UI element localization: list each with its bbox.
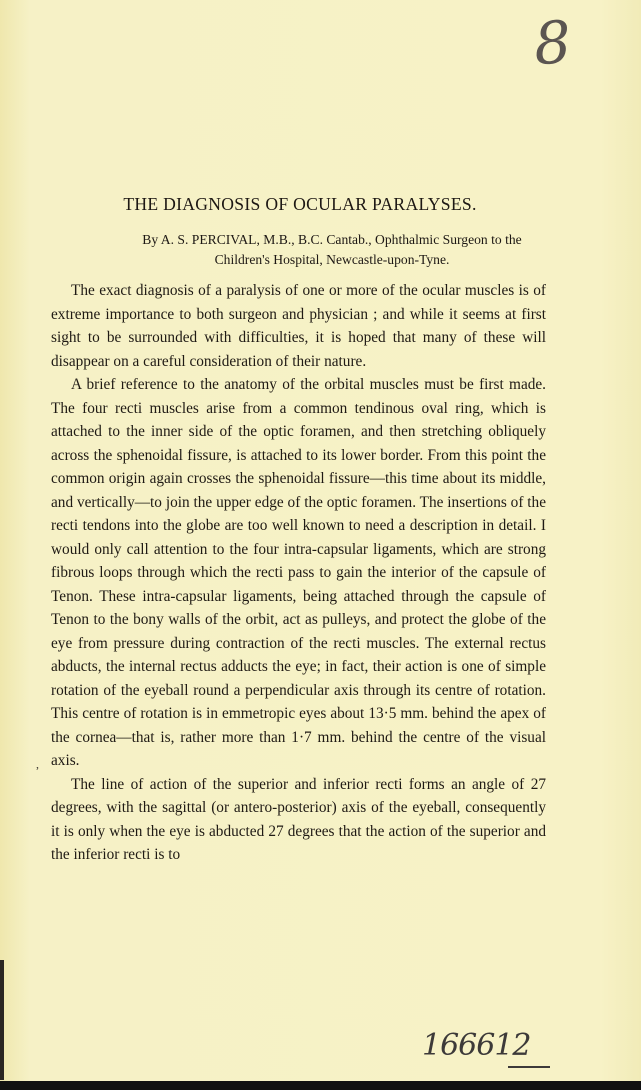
article-title: THE DIAGNOSIS OF OCULAR PARALYSES. [123, 194, 477, 214]
byline-line-2: Children's Hospital, Newcastle-upon-Tyne. [214, 251, 450, 267]
page-number: 8 [531, 7, 574, 79]
paragraph-3: The line of action of the superior and inferior recti forms an angle of 27 degrees, with the sagittal (or antero-posterior) axis of the eyeball, consequently it is only when the eye is abducted 27 degrees that the action of the superior and the inferior recti is to [51, 775, 546, 863]
handwritten-underline [508, 1066, 550, 1068]
article-body [51, 279, 546, 867]
author-byline [64, 230, 600, 269]
paragraph-1: The exact diagnosis of a paralysis of one or more of the ocular muscles is of extreme importance to both surgeon and physician ; and while it seems at first sight to be surrounded with difficulties, it is hoped that many of these will disappear on a careful consideration of their nature. [51, 282, 546, 370]
margin-mark: , [36, 757, 39, 771]
page-edge-shadow [0, 960, 4, 1080]
handwritten-accession-number: 166612 [422, 1028, 531, 1063]
paragraph-2: A brief reference to the anatomy of the orbital muscles must be first made. The four recti muscles arise from a common tendinous oval ring, which is attached to the inner side of the optic foramen, and then stretching obliquely across the sphenoidal fissure, is attached to its lower border. From this point the common origin again crosses the sphenoidal fissure—this time about its middle, and vertically—to join the upper edge of the optic foramen. The insertions of the recti tendons into the globe are too well known to need a description in detail. I would only call attention to the four intra-capsular ligaments, which are strong fibrous loops through which the recti pass to gain the interior of the capsule of Tenon. These intra-capsular ligaments, being attached through the capsule of Tenon to the bony walls of the orbit, act as pulleys, and protect the globe of the eye from pressure during contraction of the recti muscles. The external rectus abducts, the internal rectus adducts the eye; in fact, their action is one of simple rotation of the eyeball round a perpendicular axis through its centre of rotation. This centre of rotation is in emmetropic eyes about 13·5 mm. behind the apex of the cornea—that is, rather more than 1·7 mm. behind the centre of the visual axis. [51, 376, 546, 769]
byline-line-1: By A. S. PERCIVAL, M.B., B.C. Cantab., Ophthalmic Surgeon to the [142, 232, 522, 247]
page-bottom-edge [0, 1081, 641, 1090]
